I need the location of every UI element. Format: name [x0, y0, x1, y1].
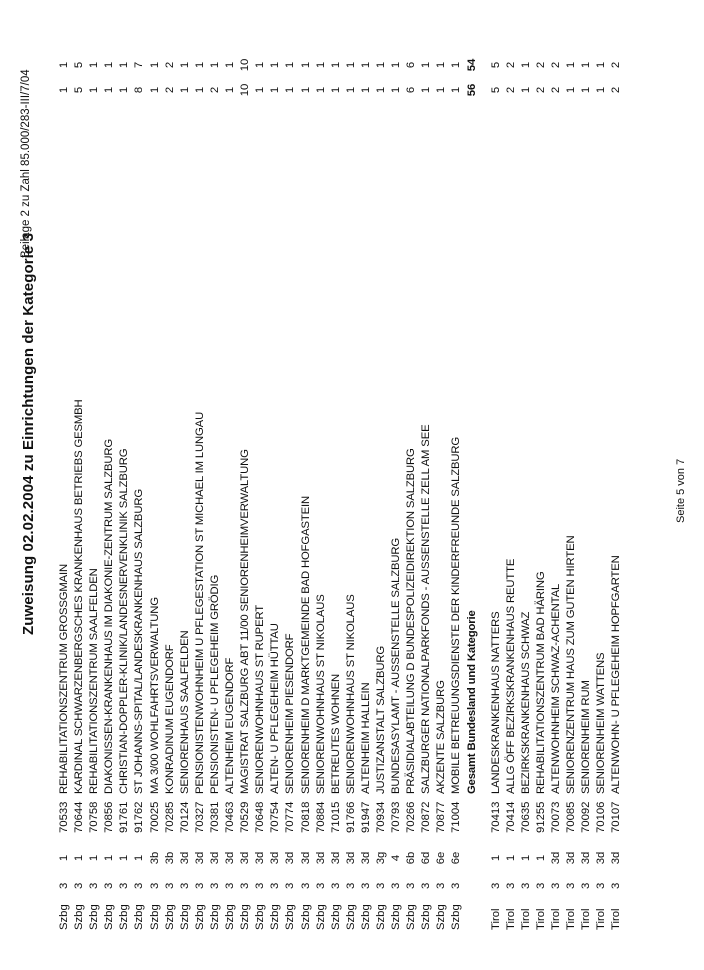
code-cell: 70818	[299, 801, 312, 833]
state-cell: Tirol	[489, 908, 502, 930]
state-cell: Szbg	[133, 904, 146, 930]
table-row	[208, 30, 223, 930]
code-cell: 70092	[580, 801, 593, 833]
count-b-cell: 1	[148, 61, 161, 69]
number-cell: 3	[88, 882, 101, 889]
document-title: Zuweisung 02.02.2004 zu Einrichtungen der Kategorie 3	[20, 232, 37, 635]
code-cell: 70934	[374, 801, 387, 833]
count-a-cell: 1	[103, 86, 116, 94]
state-cell: Tirol	[580, 908, 593, 930]
allocation-table	[57, 30, 624, 930]
number-cell: 3	[435, 882, 448, 889]
category-cell: 1	[133, 854, 146, 862]
code-cell: 70648	[254, 801, 267, 833]
category-cell: 3d	[284, 851, 297, 865]
institution-name-cell: SENIORENZENTRUM HAUS ZUM GUTEN HIRTEN	[565, 535, 578, 794]
table-row	[389, 30, 404, 930]
number-cell: 3	[103, 882, 116, 889]
count-b-cell: 2	[504, 61, 517, 69]
table-row	[594, 30, 609, 930]
category-cell: 3d	[224, 851, 237, 865]
count-b-cell: 1	[118, 61, 131, 69]
institution-name-cell: AKZENTE SALZBURG	[435, 680, 448, 794]
count-a-cell: 1	[450, 86, 463, 94]
institution-name-cell: SENIORENHAUS SAALFELDEN	[178, 630, 191, 794]
state-cell: Tirol	[550, 908, 562, 930]
table-row	[519, 30, 534, 930]
category-cell: 1	[103, 854, 116, 862]
number-cell: 3	[329, 882, 342, 889]
state-cell: Szbg	[329, 904, 342, 930]
category-cell: 3d	[193, 851, 206, 865]
code-cell: 91761	[118, 801, 131, 833]
count-a-cell: 2	[504, 86, 517, 94]
table-row	[117, 30, 132, 930]
institution-name-cell: BETREUTES WOHNEN	[329, 674, 342, 794]
count-a-cell: 1	[269, 86, 282, 94]
count-a-cell: 1	[148, 86, 161, 94]
category-cell: 3d	[269, 851, 282, 865]
table-row	[283, 30, 298, 930]
institution-name-cell: ST JOHANNS-SPITAL/LANDESKRANKENHAUS SALZBURG	[133, 489, 146, 794]
category-cell: 3d	[359, 851, 372, 865]
number-cell: 3	[269, 882, 282, 889]
count-b-cell: 1	[269, 61, 282, 69]
count-b-cell: 1	[314, 61, 327, 69]
count-a-cell: 2	[208, 86, 221, 94]
count-a-cell: 1	[299, 86, 312, 94]
number-cell: 3	[595, 882, 608, 889]
institution-name-cell: JUSTIZANSTALT SALZBURG	[374, 646, 387, 794]
institution-name-cell: PRÄSIDIALABTEILUNG D BUNDESPOLIZEIDIREKTION SALZBURG	[405, 448, 418, 794]
institution-name-cell: SENIORENHEIM D MARKTGEMEINDE BAD HOFGASTEIN	[299, 496, 312, 794]
table-row	[163, 30, 178, 930]
table-row	[268, 30, 283, 930]
state-cell: Szbg	[88, 904, 101, 930]
code-cell: 70529	[239, 801, 252, 833]
category-cell: 1	[489, 854, 502, 862]
table-row	[72, 30, 87, 930]
state-cell: Tirol	[534, 908, 547, 930]
institution-name-cell: SENIORENWOHNHAUS ST NIKOLAUS	[344, 594, 357, 794]
institution-name-cell: ALTENWOHN- U PFLEGEHEIM HOPFGARTEN	[610, 555, 623, 794]
institution-name-cell: ALLG ÖFF BEZIRKSKRANKENHAUS REUTTE	[504, 558, 517, 794]
count-a-cell: 1	[178, 86, 191, 94]
state-cell: Szbg	[299, 904, 312, 930]
table-row	[579, 30, 594, 930]
category-cell: 1	[118, 854, 131, 862]
table-row	[314, 30, 329, 930]
state-cell: Szbg	[450, 904, 463, 930]
state-cell: Szbg	[374, 904, 387, 930]
category-cell: 1	[73, 854, 86, 862]
state-cell: Szbg	[344, 904, 357, 930]
table-row	[329, 30, 344, 930]
number-cell: 3	[224, 882, 237, 889]
table-row	[238, 30, 253, 930]
state-cell: Szbg	[224, 904, 237, 930]
category-cell: 6e	[450, 851, 463, 865]
number-cell: 3	[519, 882, 532, 889]
count-b-cell: 2	[163, 61, 176, 69]
table-row	[178, 30, 193, 930]
table-row	[87, 30, 102, 930]
number-cell: 3	[610, 882, 623, 889]
state-cell: Szbg	[208, 904, 221, 930]
table-row	[148, 30, 163, 930]
count-a-cell: 1	[88, 86, 101, 94]
count-a-cell: 56	[465, 83, 478, 97]
category-cell: 6b	[405, 851, 418, 865]
state-cell: Tirol	[595, 908, 608, 930]
number-cell: 3	[450, 882, 463, 889]
count-a-cell: 2	[163, 86, 176, 94]
state-cell: Szbg	[254, 904, 267, 930]
state-cell: Tirol	[504, 908, 517, 930]
code-cell: 70856	[103, 801, 116, 833]
code-cell: 70877	[435, 801, 448, 833]
state-cell: Szbg	[435, 904, 448, 930]
code-cell: 70884	[314, 801, 327, 833]
count-a-cell: 1	[58, 86, 70, 94]
institution-name-cell: KONRADINUM EUGENDORF	[163, 644, 176, 794]
institution-name-cell: REHABILITATIONSZENTRUM SAALFELDEN	[88, 568, 101, 794]
count-b-cell: 1	[450, 61, 463, 69]
count-a-cell: 6	[405, 86, 418, 94]
number-cell: 3	[58, 882, 70, 889]
count-b-cell: 1	[595, 61, 608, 69]
category-cell: 3d	[329, 851, 342, 865]
institution-name-cell: SENIORENWOHNHAUS ST RUPERT	[254, 604, 267, 794]
state-cell: Szbg	[148, 904, 161, 930]
count-a-cell: 1	[374, 86, 387, 94]
state-cell: Szbg	[73, 904, 86, 930]
state-cell: Tirol	[565, 908, 578, 930]
number-cell: 3	[534, 882, 547, 889]
state-cell: Szbg	[314, 904, 327, 930]
state-cell: Szbg	[178, 904, 191, 930]
table-row	[132, 30, 147, 930]
count-b-cell: 5	[73, 61, 86, 69]
count-a-cell: 2	[550, 86, 562, 94]
number-cell: 3	[208, 882, 221, 889]
count-b-cell: 10	[239, 58, 252, 72]
code-cell: 70106	[595, 801, 608, 833]
institution-name-cell: BUNDESASYLAMT - AUSSENSTELLE SALZBURG	[390, 537, 403, 794]
category-cell: 1	[88, 854, 101, 862]
count-b-cell: 7	[133, 61, 146, 69]
table-row	[534, 30, 549, 930]
number-cell: 3	[359, 882, 372, 889]
number-cell: 3	[73, 882, 86, 889]
count-b-cell: 1	[374, 61, 387, 69]
category-cell: 3d	[208, 851, 221, 865]
table-row	[344, 30, 359, 930]
category-cell: 1	[504, 854, 517, 862]
code-cell: 70793	[390, 801, 403, 833]
count-b-cell: 1	[580, 61, 593, 69]
state-cell: Tirol	[610, 908, 623, 930]
category-cell: 3d	[239, 851, 252, 865]
code-cell: 70635	[519, 801, 532, 833]
category-cell: 3d	[178, 851, 191, 865]
table-row	[504, 30, 519, 930]
count-b-cell: 1	[435, 61, 448, 69]
number-cell: 3	[580, 882, 593, 889]
count-a-cell: 5	[73, 86, 86, 94]
table-row	[489, 30, 504, 930]
category-cell: 1	[58, 854, 70, 862]
number-cell: 3	[314, 882, 327, 889]
count-b-cell: 1	[103, 61, 116, 69]
state-cell: Szbg	[239, 904, 252, 930]
code-cell: 70533	[58, 801, 70, 833]
count-a-cell: 1	[580, 86, 593, 94]
count-b-cell: 6	[405, 61, 418, 69]
code-cell: 70025	[148, 801, 161, 833]
count-b-cell: 5	[489, 61, 502, 69]
count-a-cell: 1	[118, 86, 131, 94]
count-a-cell: 2	[534, 86, 547, 94]
count-b-cell: 1	[329, 61, 342, 69]
number-cell: 3	[133, 882, 146, 889]
number-cell: 3	[504, 882, 517, 889]
category-cell: 3d	[565, 851, 578, 865]
table-row	[57, 30, 72, 930]
count-a-cell: 1	[344, 86, 357, 94]
number-cell: 3	[374, 882, 387, 889]
table-row	[299, 30, 314, 930]
code-cell: 70872	[420, 801, 433, 833]
institution-name-cell: MAGISTRAT SALZBURG ABT 11/00 SENIORENHEIMVERWALTUNG	[239, 449, 252, 794]
code-cell: 70381	[208, 801, 221, 833]
number-cell: 3	[344, 882, 357, 889]
state-cell: Szbg	[284, 904, 297, 930]
code-cell: 70327	[193, 801, 206, 833]
number-cell: 3	[284, 882, 297, 889]
category-cell: 4	[390, 854, 403, 862]
count-b-cell: 1	[178, 61, 191, 69]
table-row	[359, 30, 374, 930]
number-cell: 3	[163, 882, 176, 889]
code-cell: 70463	[224, 801, 237, 833]
count-b-cell: 1	[359, 61, 372, 69]
table-row	[193, 30, 208, 930]
count-b-cell: 1	[224, 61, 237, 69]
state-cell: Szbg	[390, 904, 403, 930]
institution-name-cell: SENIORENHEIM RUM	[580, 680, 593, 794]
institution-name-cell: MOBILE BETREUUNGSDIENSTE DER KINDERFREUNDE SALZBURG	[450, 436, 463, 794]
count-a-cell: 1	[565, 86, 578, 94]
code-cell: 70266	[405, 801, 418, 833]
category-cell: 3d	[610, 851, 623, 865]
number-cell: 3	[565, 882, 578, 889]
count-b-cell: 1	[284, 61, 297, 69]
number-cell: 3	[489, 882, 502, 889]
count-b-cell: 2	[534, 61, 547, 69]
count-a-cell: 1	[314, 86, 327, 94]
count-a-cell: 1	[224, 86, 237, 94]
count-a-cell: 5	[489, 86, 502, 94]
table-row	[253, 30, 268, 930]
institution-name-cell: REHABILITATIONSZENTRUM GROSSGMAIN	[58, 563, 70, 794]
count-b-cell: 2	[550, 61, 562, 69]
count-a-cell: 8	[133, 86, 146, 94]
count-b-cell: 1	[344, 61, 357, 69]
number-cell: 3	[420, 882, 433, 889]
number-cell: 3	[178, 882, 191, 889]
count-a-cell: 1	[519, 86, 532, 94]
state-cell: Szbg	[118, 904, 131, 930]
category-cell: 3d	[299, 851, 312, 865]
state-cell: Szbg	[405, 904, 418, 930]
code-cell: 70413	[489, 801, 502, 833]
state-cell: Szbg	[58, 904, 70, 930]
institution-name-cell: Gesamt Bundesland und Kategorie	[465, 610, 478, 794]
number-cell: 3	[550, 882, 562, 889]
total-row	[465, 30, 480, 930]
table-row	[102, 30, 117, 930]
number-cell: 3	[239, 882, 252, 889]
count-a-cell: 1	[435, 86, 448, 94]
code-cell: 91947	[359, 801, 372, 833]
count-b-cell: 1	[208, 61, 221, 69]
count-b-cell: 1	[519, 61, 532, 69]
category-cell: 3d	[550, 851, 562, 865]
state-cell: Szbg	[163, 904, 176, 930]
institution-name-cell: ALTENHEIM EUGENDORF	[224, 657, 237, 794]
category-cell: 1	[534, 854, 547, 862]
institution-name-cell: PENSIONISTEN- U PFLEGEHEIM GRÖDIG	[208, 574, 221, 794]
institution-name-cell: ALTENWOHNHEIM SCHWAZ-ACHENTAL	[550, 583, 562, 794]
table-row	[374, 30, 389, 930]
count-b-cell: 1	[254, 61, 267, 69]
table-row	[223, 30, 238, 930]
category-cell: 6d	[420, 851, 433, 865]
category-cell: 3d	[595, 851, 608, 865]
category-cell: 3g	[374, 851, 387, 865]
number-cell: 3	[299, 882, 312, 889]
count-a-cell: 2	[610, 86, 623, 94]
institution-name-cell: ALTEN- U PFLEGEHEIM HÜTTAU	[269, 623, 282, 794]
state-cell: Szbg	[359, 904, 372, 930]
institution-name-cell: KARDINAL SCHWARZENBERGSCHES KRANKENHAUS BETRIEBS GESMBH	[73, 399, 86, 794]
count-a-cell: 1	[420, 86, 433, 94]
count-b-cell: 1	[88, 61, 101, 69]
institution-name-cell: CHRISTIAN-DOPPLER-KLINIK/LANDESNERVENKLINIK SALZBURG	[118, 448, 131, 794]
number-cell: 3	[254, 882, 267, 889]
code-cell: 91255	[534, 801, 547, 833]
institution-name-cell: PENSIONISTENWOHNHEIM U PFLEGESTATION ST MICHAEL IM LUNGAU	[193, 411, 206, 794]
number-cell: 3	[118, 882, 131, 889]
code-cell: 70414	[504, 801, 517, 833]
category-cell: 3d	[344, 851, 357, 865]
count-a-cell: 1	[359, 86, 372, 94]
count-a-cell: 1	[254, 86, 267, 94]
code-cell: 71004	[450, 801, 463, 833]
count-b-cell: 1	[193, 61, 206, 69]
code-cell: 91762	[133, 801, 146, 833]
category-cell: 6e	[435, 851, 448, 865]
number-cell: 3	[148, 882, 161, 889]
count-a-cell: 10	[239, 83, 252, 97]
code-cell: 70758	[88, 801, 101, 833]
table-row	[564, 30, 579, 930]
institution-name-cell: SENIORENHEIM PIESENDORF	[284, 633, 297, 794]
table-row	[549, 30, 564, 930]
code-cell: 70285	[163, 801, 176, 833]
category-cell: 3b	[163, 851, 176, 865]
category-cell: 3d	[254, 851, 267, 865]
attachment-reference: Beilage 2 zu Zahl 85.000/283-III/7/04	[20, 69, 32, 258]
count-a-cell: 1	[595, 86, 608, 94]
code-cell: 70085	[565, 801, 578, 833]
number-cell: 3	[193, 882, 206, 889]
category-cell: 3b	[148, 851, 161, 865]
count-b-cell: 2	[610, 61, 623, 69]
institution-name-cell: MA 3/00 WOHLFAHRTSVERWALTUNG	[148, 597, 161, 794]
state-cell: Szbg	[103, 904, 116, 930]
code-cell: 70107	[610, 801, 623, 833]
category-cell: 3d	[314, 851, 327, 865]
institution-name-cell: ALTENHEIM HALLEIN	[359, 682, 372, 794]
state-cell: Szbg	[193, 904, 206, 930]
state-cell: Tirol	[519, 908, 532, 930]
count-a-cell: 1	[390, 86, 403, 94]
institution-name-cell: SENIORENHEIM WATTENS	[595, 652, 608, 794]
code-cell: 70644	[73, 801, 86, 833]
code-cell: 70124	[178, 801, 191, 833]
institution-name-cell: BEZIRKSKRANKENHAUS SCHWAZ	[519, 611, 532, 794]
count-a-cell: 1	[284, 86, 297, 94]
count-a-cell: 1	[329, 86, 342, 94]
institution-name-cell: DIAKONISSEN-KRANKENHAUS IM DIAKONIE-ZENTRUM SALZBURG	[103, 438, 116, 794]
count-b-cell: 1	[58, 61, 70, 69]
count-b-cell: 1	[420, 61, 433, 69]
code-cell: 70754	[269, 801, 282, 833]
institution-name-cell: REHABILITATIONSZENTRUM BAD HÄRING	[534, 571, 547, 794]
code-cell: 70774	[284, 801, 297, 833]
institution-name-cell: SALZBURGER NATIONALPARKFONDS - AUSSENSTELLE ZELL AM SEE	[420, 424, 433, 794]
number-cell: 3	[390, 882, 403, 889]
count-b-cell: 1	[565, 61, 578, 69]
institution-name-cell: SENIORENWOHNHAUS ST NIKOLAUS	[314, 594, 327, 794]
category-cell: 3d	[580, 851, 593, 865]
table-row	[419, 30, 434, 930]
code-cell: 71015	[329, 801, 342, 833]
state-cell: Szbg	[420, 904, 433, 930]
state-cell: Szbg	[269, 904, 282, 930]
count-a-cell: 1	[193, 86, 206, 94]
count-b-cell: 1	[299, 61, 312, 69]
table-row	[434, 30, 449, 930]
table-row	[404, 30, 419, 930]
count-b-cell: 54	[465, 58, 478, 72]
page-footer: Seite 5 von 7	[675, 458, 687, 523]
category-cell: 1	[519, 854, 532, 862]
count-b-cell: 1	[390, 61, 403, 69]
table-row	[609, 30, 624, 930]
code-cell: 91766	[344, 801, 357, 833]
table-row	[449, 30, 464, 930]
number-cell: 3	[405, 882, 418, 889]
institution-name-cell: LANDESKRANKENHAUS NATTERS	[489, 611, 502, 794]
code-cell: 70073	[550, 801, 562, 833]
